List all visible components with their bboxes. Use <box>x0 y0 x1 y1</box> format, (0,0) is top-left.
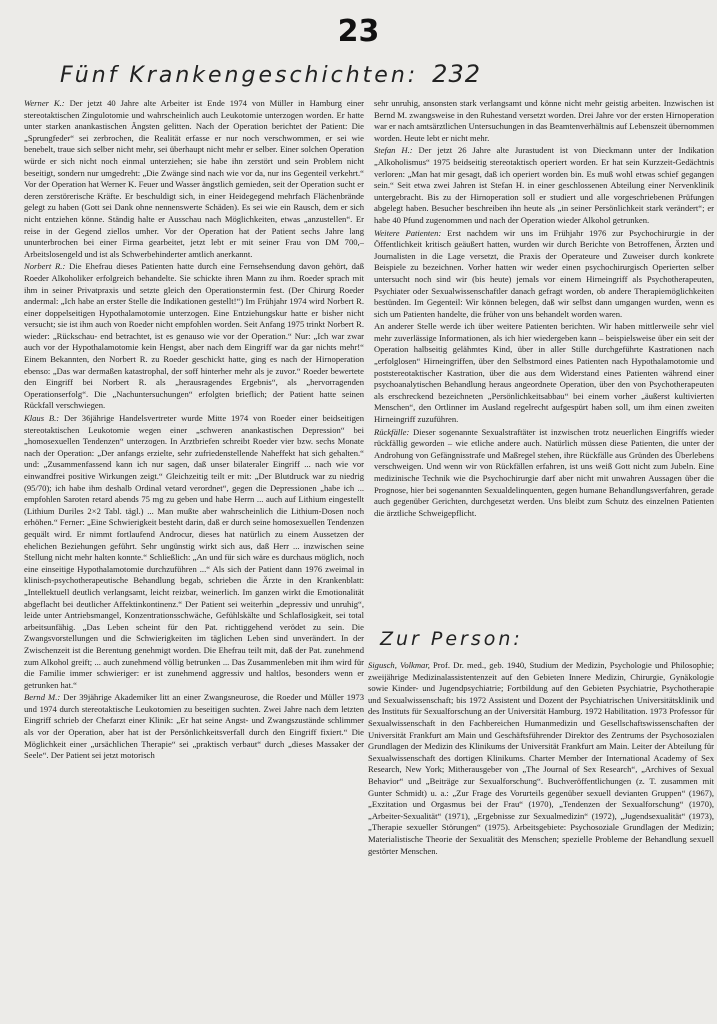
case-text: Der 36jährige Handelsvertreter wurde Mitte 1974 von Roeder einer beidseitigen stereotaktischen Leukotomie wegen einer „schweren anankastischen Depression“ bei „homosexuellen Tendenzen“ unterzogen. In Arztbriefen schreibt Roeder vier bzw. sechs Monate nach der Operation: „Der anfangs erzielte, sehr zufriedenstellende Naheffekt hat sich gehalten.“ und: „Zusammenfassend kann ich nur sagen, daß unser bilateraler Eingriff ... nach wie vor einwandfrei positive Wirkungen zeigt.“ Gleichzeitig teilt er mit: „Der Blutdruck war zu niedrig (95/70); ich habe ihm deshalb Ordinal vetard verordnet“, gegen die Depressionen „habe ich ... empfohlen Saroten retard abends 75 mg zu geben und habe Herrn ... auch auf Lithium eingestellt (Lithium Duriles 2×2 Tabl. tägl.) ... Man mußte aber wahrscheinlich die Lithium-Dosen noch erhöhen.“ Ferner: „Eine Schwierigkeit besteht darin, daß er durch seine homosexuellen Tendenzen gequält wird. Er nimmt fortlaufend Androcur, dieses hat natürlich zu einem Aussetzen der ehelichen Beziehungen geführt. Sehr ungünstig wirkt sich aus, daß Herr ... inzwischen seine Stellung nicht mehr halten konnte.“ Schließlich: „An und für sich wäre es durchaus möglich, noch eine einseitige Hypothalamotomie durchzuführen ...“ Als sich der Patient dann 1976 zweimal in klinisch-psychotherapeutische Behandlung begab, schrieben die Ärzte in den Krankenblatt: „Intellektuell deutlich verlangsamt, leicht reizbar, weinerlich. Im ganzen wirkt die Emotionalität abgeflacht bei deutlicher Affektinkontinenz.“ Der Patient sei weiterhin „depressiv und unruhig“, leide unter Antriebsmangel, Konzentrationsschwäche, Gefühlskälte und Schlaflosigkeit, sei total arbeitsunfähig. „Das Leben scheint für den Pat. richtiggehend verödet zu sein. Die Zwangsvorstellungen und die Schwierigkeiten im täglichen Leben sind unverändert. In der Zwischenzeit ist die Berentung genehmigt worden. Die Ehefrau teilt mit, daß der Pat. zunehmend zum Alkohol greift; ... auch zunehmend völlig betrunken ... Das Zusammenleben mit ihm wird für die Familie immer schwieriger: er ist zunehmend aggressiv und haltlos, besonders wenn er getrunken hat.“ <box>24 413 364 690</box>
handwritten-title <box>60 60 620 94</box>
case-paragraph <box>24 98 364 260</box>
case-name: Bernd M.: <box>24 692 61 703</box>
left-column <box>24 98 364 998</box>
case-name: Norbert R.: <box>24 261 66 272</box>
handwritten-bio-heading: Zur Person: <box>380 628 523 650</box>
case-text: An anderer Stelle werde ich über weitere Patienten berichten. Wir haben mittlerweile sehr viel mehr zuverlässige Informationen, als ich hier wiedergeben kann – beispielsweise über ein seit der Operation halbseitig gelähmtes Kind, über in aller Stille durchgeführte Kastrationen nach „erfolglosen“ Hirneingriffen, über den Selbstmord eines Patienten nach Hypothalamotomie und poststereotaktischer Kastration, über die aus dem Widerstand eines Patienten während einer psychoanalytischen Behandlung heraus angeordnete Operation, über den von Psychotherapeuten als erschreckend bezeichneten „Persönlichkeitsabbau“ bei einem vorher „äußerst kultivierten Menschen“, den Ortlinner im Ausland regelrecht aufgespürt haben soll, um ihm einen zweiten Hirneingriff zuzuführen. <box>374 321 714 425</box>
case-text: Dieser sogenannte Sexualstraftäter ist inzwischen trotz neuerlichen Eingriffs wieder rückfällig geworden – wie etliche andere auch. Natürlich müssen diese Patienten, die unter der Androhung von Gefängnisstrafe und Maßregel stehen, ihre Rückfälle aus Gründen des Überlebens verschweigen. Und wenn wir von Rückfällen erfahren, ist uns weiß Gott nicht zum Jubeln. Eine medizinische Technik wie die Psychochirurgie darf aber nicht mit unwahren Aussagen über die Prognose, hier bei sogenannten Sexualdelinquenten, gegen humane Behandlungsverfahren, gerade auch gegenüber Gerichten, durchgesetzt werden. Uns bleibt zum Schutz des einzelnen Patienten die ärztliche Schweigepflicht. <box>374 426 714 518</box>
case-text: Erst nachdem wir uns im Frühjahr 1976 zur Psychochirurgie in der Öffentlichkeit kritisch geäußert hatten, wurden wir durch Berichte von Betroffenen, Ärzten und Journalisten in die Lage versetzt, die Praxis der Operateure und Zuweiser durch konkrete Beispiele zu bezeichnen. Vorher hatten wir weder einen psychochirurgisch Operierten selber untersucht noch sind wir (bis heute) jemals vor einem Hirneingriff als Psychotherapeuten, Psychiater oder Sexualwissenschaftler danach gefragt worden, ob andere Therapiemöglichkeiten bestünden. Im Gegenteil: Wir können belegen, daß wir selbst dann umgangen wurden, wenn es sich um Patienten handelte, die früher von uns behandelt worden waren. <box>374 227 714 319</box>
case-text: Der jetzt 40 Jahre alte Arbeiter ist Ende 1974 von Müller in Hamburg einer stereotaktischen Zingulotomie und wahrscheinlich auch Leukotomie unterzogen worden. Er hatte unter starken anankastischen Ängsten gelitten. Nach der Operation berichtet der Patient: Die „Sprungfeder“ sei zerbrochen, die Realität erfasse er nur noch verschwommen, er sei wie benebelt, traue sich selber nicht mehr, sei überhaupt nicht mehr er selber. Einer solchen Operation würde er sich nicht noch einmal unterziehen; sie habe ihn zerstört und sein Problem nicht beseitigt, sondern nur umgedreht: „Die Zwänge sind nach wie vor da, nur ins Gegenteil verkehrt.“ Vor der Operation hat Werner K. Feuer und Wasser ängstlich gemieden, seit der Operation sucht er deren zerstörerische Kräfte. Er beschuldigt sich, in einer Heidegegend mehrfach Flächenbrände gelegt zu haben (Gott sei Dank ohne nennenswerte Schäden). Es sei wie ein Rausch, dem er sich nicht entziehen könne. Ständig halte er Ausschau nach Möglichkeiten, etwas „anzustellen“. Er reise in der Gegend ziellos umher. Vor der Operation hat der Patient sechs Jahre lang ununterbrochen bei einer Firma gearbeitet, jetzt lebt er mit seiner Frau von DM 700,– Arbeitslosengeld und ist als Schwerbehinderter amtlich anerkannt. <box>24 98 364 259</box>
case-text: sehr unruhig, ansonsten stark verlangsamt und könne nicht mehr geistig arbeiten. Inzwischen ist Bernd M. zwangsweise in den Ruhestand versetzt worden. Drei Jahre vor der ersten Hirnoperation war er nach amtsärztlichen Untersuchungen in das Beamtenverhältnis auf Lebenszeit übernommen worden. Heute lebt er nicht mehr. <box>374 98 714 143</box>
case-text: Der jetzt 26 Jahre alte Jurastudent ist von Dieckmann unter der Indikation „Alkoholismus“ 1975 beidseitig stereotaktisch operiert worden. Er hat sein Kurzzeit-Gedächtnis verloren: „Man hat mir gesagt, daß ich operiert worden bin. Es muß wohl etwas schief gegangen sein.“ Seit etwa zwei Jahren ist Stefan H. in einer geschlossenen Abteilung einer Nervenklinik untergebracht. Bis zu der Hirnoperation soll er studiert und alle vorgeschriebenen Prüfungen abgelegt haben. Besucher beschreiben ihn heute als „in seiner Persönlichkeit stark verändert“; er habe 40 Pfund zugenommen und nach der Operation wieder Alkohol getrunken. <box>374 145 714 225</box>
author-bio <box>368 660 714 960</box>
case-paragraph <box>374 98 714 144</box>
case-paragraph <box>374 228 714 321</box>
right-column <box>374 98 714 650</box>
case-paragraph <box>24 413 364 691</box>
author-name: Sigusch, Volkmar, <box>368 660 430 670</box>
case-paragraph <box>24 261 364 412</box>
case-name: Rückfälle: <box>374 426 410 437</box>
case-paragraph <box>374 321 714 425</box>
case-name: Klaus B.: <box>24 413 60 424</box>
case-paragraph <box>374 145 714 226</box>
case-paragraph <box>24 692 364 762</box>
author-bio-text: Prof. Dr. med., geb. 1940, Studium der Medizin, Psychologie und Philosophie; zweijährige Medizinalassistentenzeit auf den Gebieten Innere Medizin, Chirurgie, Gynäkologie sowie Kinder- und Jugendpsychiatrie; Fortbildung auf den Gebieten Psychiatrie, Psychotherapie und Sexualwissenschaft; bis 1972 Assistent und Dozent der Psychiatrischen Universitätsklinik und des Instituts für Sexualforschung an der Universität Hamburg. 1972 Habilitation. 1973 Professor für Sexualwissenschaft in den Fachbereichen Humanmedizin und Gesellschaftswissenschaften der Universität Frankfurt am Main und Geschäftsführender Direktor des Zentrums der Psychosozialen Grundlagen der Medizin des Klinikums der Universität Frankfurt am Main. Leiter der Abteilung für Sexualwissenschaft des dortigen Klinikums. Charter Member der International Academy of Sex Research, New York; Mitherausgeber von „The Journal of Sex Research“, „Archives of Sexual Behavior“ und „Beiträge zur Sexualforschung“. Buchveröffentlichungen (z. T. zusammen mit Gunter Schmidt) u. a.: „Zur Frage des Vorurteils gegenüber sexuell devianten Gruppen“ (1967), „Exzitation und Orgasmus bei der Frau“ (1970), „Tendenzen der Sexualforschung“ (1970), „Arbeiter-Sexualität“ (1971), „Ergebnisse zur Sexualmedizin“ (1972), „Jugendsexualität“ (1973), „Therapie sexueller Störungen“ (1975). Arbeitsgebiete: Psychosoziale Grundlagen der Medizin; Materialistische Theorie der Sexualität des Menschen; spezielle Probleme der Behandlung sexuell gestörter Menschen. <box>368 660 714 856</box>
case-name: Stefan H.: <box>374 145 413 156</box>
page-number: 23 <box>337 14 380 49</box>
case-text: Der 39jährige Akademiker litt an einer Zwangsneurose, die Roeder und Müller 1973 und 1974 durch stereotaktische Leukotomien zu beseitigen suchten. Zwei Jahre nach dem letzten Eingriff schrieb der Chefarzt einer Klinik: „Er hat seine Angst- und Zwangszustände schlimmer als vor der Operation, aber hat ist der Persönlichkeitsverfall durch den Eingriff fixiert.“ Die Möglichkeit einer „ursächlichen Therapie“ sei „praktisch verbaut“ durch „dieses Massaker der Seele“. Der Patient sei jetzt motorisch <box>24 692 364 761</box>
case-paragraph <box>374 427 714 520</box>
case-name: Werner K.: <box>24 98 65 108</box>
handwritten-title-number: 232 <box>432 60 481 88</box>
case-name: Weitere Patienten: <box>374 227 442 238</box>
case-text: Die Ehefrau dieses Patienten hatte durch eine Fernsehsendung davon gehört, daß Roeder Alkoholiker erfolgreich behandelte. Sie schickte ihren Mann zu ihm. Roeder sprach mit ihm in seiner Privatpraxis und setzte gleich den Operationstermin fest. (Der Chirurg Roeder andermal: „Ich habe an erster Stelle die Indikationen gestellt!“) Im Frühjahr 1974 wird Norbert R. einer doppelseitigen Hypothalamotomie unterzogen. Eine Entziehungskur hatte er bisher nicht versucht; sie ist ihm auch von Roeder nicht empfohlen worden. Seit Anfang 1975 trinkt Norbert R. wieder: „Rückschau- end betrachtet, ist es genauso wie vor der Operation.“ Nur: „Ich war zwar auch vor der Hypothalamotomie kein Hengst, aber nach dem Eingriff war da gar nichts mehr!“ Einem Bekannten, den Norbert R. zu Roeder geschickt hatte, ging es nach der Hirnoperation ebenso: „Das war dermaßen katastrophal, der soff hinterher mehr als je zuvor.“ Roeder bewertete den Eingriff bei Norbert R. als „herausragendes Ergebnis“, als „hervorragenden Operationserfolg“. Die „Nachuntersuchungen“ erfolgten brieflich; der Patient hatte seinen Rückfall verschwiegen. <box>24 261 364 411</box>
handwritten-title-text: Fünf Krankengeschichten: <box>60 63 419 88</box>
